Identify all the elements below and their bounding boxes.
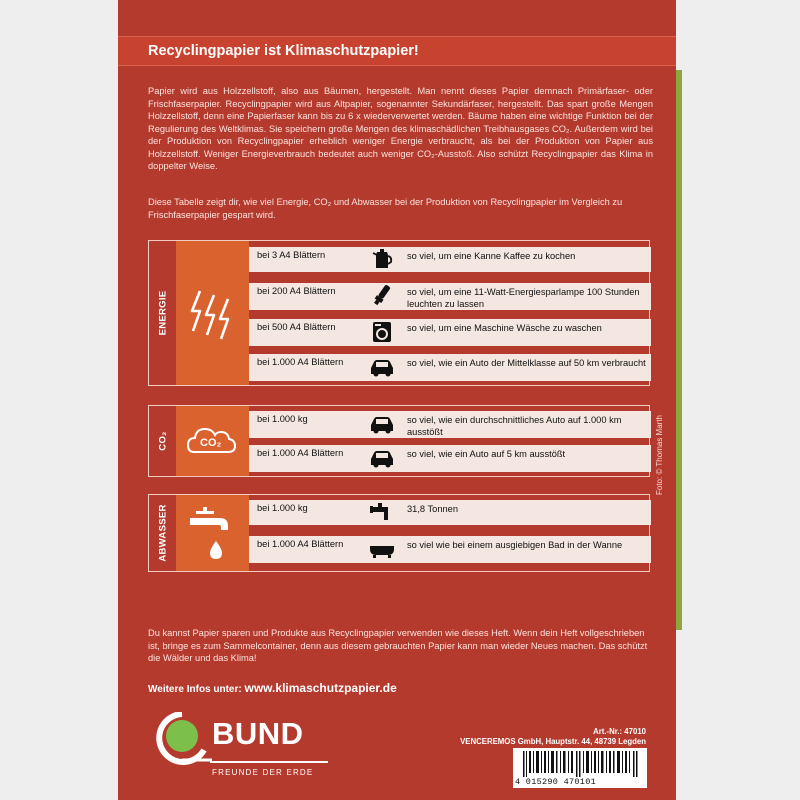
- barcode-number: 4 015290 470101: [515, 777, 597, 787]
- table-row: bei 500 A4 Blättern so viel, um eine Maschine Wäsche zu waschen: [249, 319, 651, 346]
- table-row: bei 200 A4 Blättern so viel, um eine 11-Watt-Energiesparlampe 100 Stunden leuchten zu lassen: [249, 283, 651, 310]
- table-intro: Diese Tabelle zeigt dir, wie viel Energie, CO₂ und Abwasser bei der Produktion von Recyclingpapier im Vergleich zu Frischfaserpapier gespart wird.: [148, 197, 623, 220]
- back-cover: [118, 0, 676, 800]
- energy-saving-lamp-icon: [371, 283, 393, 308]
- table-row: bei 1.000 A4 Blättern so viel wie bei einem ausgiebigen Bad in der Wanne: [249, 536, 651, 563]
- barcode: [513, 748, 647, 788]
- table-row: bei 1.000 kg 31,8 Tonnen: [249, 500, 651, 525]
- article-number: Art.-Nr.: 47010: [593, 727, 646, 736]
- headline: Recyclingpapier ist Klimaschutzpapier!: [148, 43, 419, 59]
- bathtub-icon: [369, 540, 395, 558]
- washing-machine-icon: [371, 321, 393, 343]
- table-row: bei 1.000 kg so viel, wie ein durchschnittliches Auto auf 1.000 km ausstößt: [249, 411, 651, 438]
- faucet-drop-icon: [176, 495, 249, 573]
- car-icon: [369, 448, 395, 468]
- lightning-icon-column: [176, 241, 249, 385]
- co2-cloud-column: [176, 406, 249, 476]
- table-row: bei 1.000 A4 Blättern so viel, wie ein Auto auf 5 km ausstößt: [249, 445, 651, 472]
- lightning-icon: [176, 241, 249, 387]
- outro-paragraph: Du kannst Papier sparen und Produkte aus Recyclingpapier verwenden wie dieses Heft. Wenn dein Heft vollgeschrieben ist, bringe es zum Sammelcontainer, denn aus diesem gebrauchten Papier kann man wieder Neues machen. Das schützt die Wälder und das Klima!: [148, 628, 648, 663]
- website-line: Weitere Infos unter: www.klimaschutzpapier.de: [148, 681, 397, 695]
- bund-logo-mark-icon: [154, 712, 214, 772]
- headline-bar: [118, 36, 676, 66]
- intro-paragraph: Papier wird aus Holzzellstoff, also aus Bäumen, hergestellt. Man nennt dieses Papier demnach Primärfaser- oder Frischfaserpapier. Recyclingpapier wird aus Altpapier, sogenannter Sekundärfaser, hergestellt. Das spart große Mengen Holzzellstoff, denn eine Papierfaser kann bis zu 6 x wiederverwertet werden. Bäume haben eine wichtige Funktion bei der Regulierung des Weltklimas. Sie speichern große Mengen des klimaschädlichen Treibhausgases CO₂. Außerdem wird bei der Produktion von Recyclingpapier erheblich weniger Energie verbraucht, als bei der Produktion von Papier aus Holzzellstoff. Weniger Energieverbrauch bedeutet auch weniger CO₂-Ausstoß. Also schützt Recyclingpapier das Klima in doppelter Weise.: [148, 86, 653, 171]
- co2-table: [148, 405, 650, 477]
- logo-divider: [210, 761, 328, 763]
- table-row: bei 3 A4 Blättern so viel, um eine Kanne Kaffee zu kochen: [249, 247, 651, 272]
- energie-table: [148, 240, 650, 386]
- bund-wordmark: BUND: [212, 716, 304, 751]
- barcode-bars: [523, 751, 639, 777]
- publisher-info: [460, 727, 646, 747]
- car-icon: [369, 357, 395, 377]
- energie-side-label: ENERGIE: [149, 241, 176, 385]
- table-row: bei 1.000 A4 Blättern so viel, wie ein Auto der Mittelklasse auf 50 km verbraucht: [249, 354, 651, 381]
- publisher-address: VENCEREMOS GmbH, Hauptstr. 44, 48739 Legden: [460, 737, 646, 746]
- cloud-label: CO₂: [200, 437, 222, 449]
- car-icon: [369, 414, 395, 434]
- faucet-icon: [370, 502, 394, 524]
- photo-credit: Foto: © Thomas Marth: [655, 415, 664, 495]
- coffee-pot-icon: [371, 248, 393, 271]
- website-link[interactable]: www.klimaschutzpapier.de: [244, 681, 397, 695]
- co2-side-label: CO₂: [149, 406, 176, 476]
- faucet-icon-column: [176, 495, 249, 571]
- abwasser-table: [148, 494, 650, 572]
- abwasser-side-label: ABWASSER: [149, 495, 176, 571]
- bund-logo: [154, 712, 324, 782]
- bund-tagline: FREUNDE DER ERDE: [212, 768, 314, 777]
